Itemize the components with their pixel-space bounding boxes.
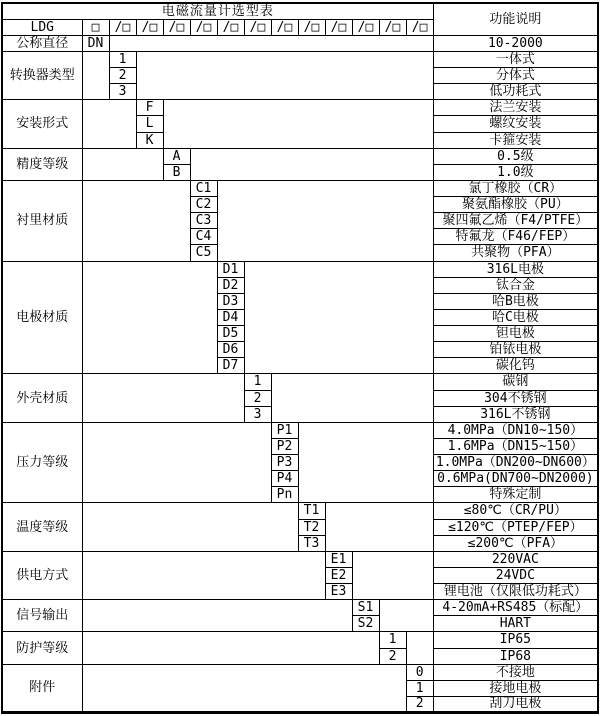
right-spacer-cell	[352, 551, 433, 599]
code-cell: P2	[271, 438, 298, 454]
code-cell: 1	[406, 680, 433, 696]
description-cell: ≤120℃（PTEP/FEP）	[433, 519, 598, 535]
description-cell: 碳化钨	[433, 358, 598, 374]
model-slot-cell: /□	[298, 19, 325, 35]
description-cell: 0.5级	[433, 148, 598, 164]
model-prefix: LDG	[2, 19, 82, 35]
category-label: 转换器类型	[2, 51, 82, 99]
option-row	[2, 148, 598, 164]
right-spacer-cell	[244, 261, 433, 374]
code-cell: 3	[244, 406, 271, 422]
model-slot-cell: /□	[325, 19, 352, 35]
left-spacer-cell	[82, 374, 244, 422]
description-cell: 1.6MPa（DN15~150）	[433, 438, 598, 454]
right-spacer-cell	[190, 148, 433, 180]
code-cell: 2	[109, 68, 136, 84]
model-slot-cell: /□	[271, 19, 298, 35]
description-cell: 一体式	[433, 51, 598, 67]
description-cell: 24VDC	[433, 567, 598, 583]
code-cell: E2	[325, 567, 352, 583]
description-cell: 螺纹安装	[433, 116, 598, 132]
description-cell: 锂电池（仅限低功耗式）	[433, 584, 598, 600]
code-cell: F	[136, 100, 163, 116]
description-cell: 220VAC	[433, 551, 598, 567]
page-title: 电磁流量计选型表	[2, 3, 433, 19]
code-cell: 1	[244, 374, 271, 390]
description-cell: 316L不锈钢	[433, 406, 598, 422]
description-cell: 10-2000	[433, 35, 598, 51]
code-cell: E3	[325, 584, 352, 600]
category-label: 防护等级	[2, 632, 82, 664]
right-spacer-cell	[271, 374, 433, 422]
description-cell: 聚氨酯橡胶（PU）	[433, 197, 598, 213]
category-label: 公称直径	[2, 35, 82, 51]
left-spacer-cell	[82, 551, 325, 599]
category-label: 安装形式	[2, 100, 82, 148]
code-cell: D4	[217, 309, 244, 325]
code-cell: T3	[298, 535, 325, 551]
model-slot-cell: /□	[136, 19, 163, 35]
title-row	[2, 3, 598, 19]
description-cell: 刮刀电极	[433, 696, 598, 712]
description-cell: 不接地	[433, 664, 598, 680]
description-cell: 哈B电极	[433, 293, 598, 309]
description-cell: 碳钢	[433, 374, 598, 390]
description-cell: 卡箍安装	[433, 132, 598, 148]
model-slot-cell: /□	[190, 19, 217, 35]
category-label: 精度等级	[2, 148, 82, 180]
category-label: 温度等级	[2, 503, 82, 551]
code-cell: C3	[190, 213, 217, 229]
left-spacer-cell	[82, 664, 406, 712]
code-cell: D1	[217, 261, 244, 277]
description-cell: HART	[433, 616, 598, 632]
description-cell: 特殊定制	[433, 487, 598, 503]
option-row	[2, 664, 598, 680]
description-cell: IP68	[433, 648, 598, 664]
code-cell: D6	[217, 342, 244, 358]
category-label: 信号输出	[2, 600, 82, 632]
right-spacer-cell	[406, 632, 433, 664]
left-spacer-cell	[82, 422, 271, 503]
category-label: 外壳材质	[2, 374, 82, 422]
option-row	[2, 551, 598, 567]
description-cell: ≤200℃（PFA）	[433, 535, 598, 551]
option-row	[2, 261, 598, 277]
description-cell: 316L电极	[433, 261, 598, 277]
option-row	[2, 374, 598, 390]
code-cell: D2	[217, 277, 244, 293]
code-cell: Pn	[271, 487, 298, 503]
function-column-header: 功能说明	[433, 3, 598, 35]
code-cell: 2	[379, 648, 406, 664]
option-row	[2, 503, 598, 519]
description-cell: 4.0MPa（DN10~150）	[433, 422, 598, 438]
right-spacer-cell	[298, 422, 433, 503]
description-cell: 哈C电极	[433, 309, 598, 325]
category-label: 供电方式	[2, 551, 82, 599]
left-spacer-cell	[82, 261, 217, 374]
code-cell: 2	[244, 390, 271, 406]
code-cell: P3	[271, 455, 298, 471]
category-label: 衬里材质	[2, 180, 82, 261]
code-cell: C4	[190, 229, 217, 245]
description-cell: IP65	[433, 632, 598, 648]
code-cell: T1	[298, 503, 325, 519]
description-cell: 共聚物（PFA）	[433, 245, 598, 261]
description-cell: 铂铱电极	[433, 342, 598, 358]
left-spacer-cell	[82, 600, 352, 632]
description-cell: 0.6MPa(DN700~DN2000)	[433, 471, 598, 487]
description-cell: 1.0级	[433, 164, 598, 180]
category-label: 压力等级	[2, 422, 82, 503]
model-slot-cell: /□	[217, 19, 244, 35]
option-row	[2, 35, 598, 51]
code-cell: S1	[352, 600, 379, 616]
option-row	[2, 422, 598, 438]
description-cell: 钛合金	[433, 277, 598, 293]
code-cell: 1	[109, 51, 136, 67]
code-cell: E1	[325, 551, 352, 567]
code-cell: B	[163, 164, 190, 180]
description-cell: 钽电极	[433, 326, 598, 342]
option-row	[2, 51, 598, 67]
model-slot-cell: /□	[109, 19, 136, 35]
option-row	[2, 100, 598, 116]
code-cell: 3	[109, 84, 136, 100]
left-spacer-cell	[82, 51, 109, 99]
left-spacer-cell	[82, 632, 379, 664]
model-slot-cell: /□	[352, 19, 379, 35]
code-cell: L	[136, 116, 163, 132]
category-label: 附件	[2, 664, 82, 712]
code-cell: P1	[271, 422, 298, 438]
code-cell: 1	[379, 632, 406, 648]
option-row	[2, 632, 598, 648]
description-cell: 分体式	[433, 68, 598, 84]
left-spacer-cell	[82, 148, 163, 180]
code-cell: K	[136, 132, 163, 148]
code-cell: A	[163, 148, 190, 164]
option-row	[2, 180, 598, 196]
right-spacer-cell	[109, 35, 433, 51]
model-slot-cell: /□	[379, 19, 406, 35]
code-cell: 0	[406, 664, 433, 680]
left-spacer-cell	[82, 100, 136, 148]
model-box-cell: □	[82, 19, 109, 35]
description-cell: 接地电极	[433, 680, 598, 696]
description-cell: 氯丁橡胶（CR）	[433, 180, 598, 196]
description-cell: ≤80℃（CR/PU）	[433, 503, 598, 519]
code-cell: C5	[190, 245, 217, 261]
code-cell: D5	[217, 326, 244, 342]
right-spacer-cell	[217, 180, 433, 261]
category-label: 电极材质	[2, 261, 82, 374]
code-cell: T2	[298, 519, 325, 535]
model-slot-cell: /□	[406, 19, 433, 35]
code-cell: DN	[82, 35, 109, 51]
right-spacer-cell	[136, 51, 433, 99]
right-spacer-cell	[379, 600, 433, 632]
option-row	[2, 600, 598, 616]
left-spacer-cell	[82, 503, 298, 551]
description-cell: 法兰安装	[433, 100, 598, 116]
description-cell: 特氟龙（F46/FEP）	[433, 229, 598, 245]
code-cell: D3	[217, 293, 244, 309]
code-cell: C2	[190, 197, 217, 213]
right-spacer-cell	[325, 503, 433, 551]
code-cell: S2	[352, 616, 379, 632]
code-cell: D7	[217, 358, 244, 374]
right-spacer-cell	[163, 100, 433, 148]
selection-table	[1, 2, 599, 714]
description-cell: 聚四氟乙烯（F4/PTFE）	[433, 213, 598, 229]
description-cell: 4-20mA+RS485（标配）	[433, 600, 598, 616]
model-slot-cell: /□	[244, 19, 271, 35]
code-cell: C1	[190, 180, 217, 196]
code-cell: P4	[271, 471, 298, 487]
code-cell: 2	[406, 696, 433, 712]
description-cell: 低功耗式	[433, 84, 598, 100]
description-cell: 304不锈钢	[433, 390, 598, 406]
model-slot-cell: /□	[163, 19, 190, 35]
left-spacer-cell	[82, 180, 190, 261]
description-cell: 1.0MPa（DN200~DN600）	[433, 455, 598, 471]
